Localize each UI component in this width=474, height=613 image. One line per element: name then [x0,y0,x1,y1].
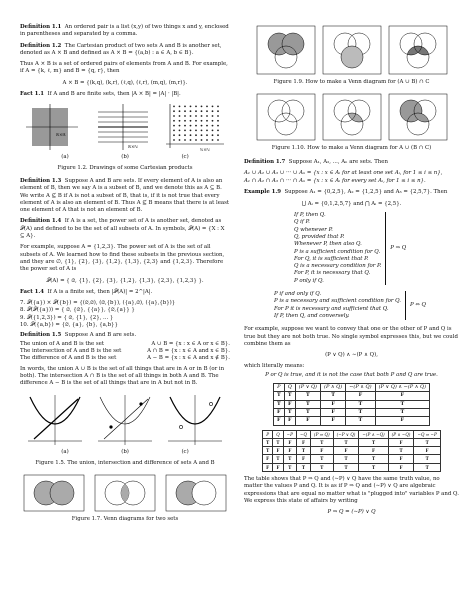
list-item: P only if Q. [294,277,324,284]
lattice-dot [184,130,186,132]
lattice-dot [206,130,208,132]
lattice-dot [184,125,186,127]
venn-intersection [95,475,155,511]
implication-phrases [294,212,386,285]
lattice-dot [206,139,208,141]
lattice-dot [195,139,197,141]
list-item: If P, then Q, and conversely. [274,312,350,319]
cartesian-products-figure [20,102,230,154]
lattice-dot [179,106,181,108]
venn-step-3 [389,26,447,74]
table-row: F T T F T T T F T [263,455,441,463]
lattice-dot [212,125,214,127]
list-item: P is a sufficient condition for Q. [294,248,381,255]
cartesian-example-equation: A × B = {(k,q), (k,r), (ℓ,q), (ℓ,r), (m,q), (m,r)}. [62,79,188,86]
paragraph-thus: Thus A × B is a set of ordered pairs of elements from A and B. For example, if A = {k, ℓ, m} and B = {q, r}, then [20,61,228,75]
paragraph-table: The table shows that P ⇒ Q and (∼P) ∨ Q have the same truth value, no matter the values P and Q. It is as if P ⇒ Q and (∼P) ∨ Q are algebraic expressions that are equal no matter what is "plugged into" variables P and Q. We express this state of affairs by writing [244,475,459,504]
lattice-dot [184,139,186,141]
lattice-dot [217,125,219,127]
lattice-dot [217,115,219,117]
table-row: F F T T T T T F T [263,463,441,471]
lattice-dot [206,135,208,137]
set-operations-figure [20,391,230,449]
lattice-dot [173,135,175,137]
lattice-dot [184,111,186,113]
lattice-dot [195,115,197,117]
lattice-dot [190,130,192,132]
list-item: P is a necessary and sufficient condition for Q. [274,298,401,305]
implication-symbol: P ⇒ Q [390,244,407,251]
implication-box [294,212,459,285]
venn-difference [166,475,226,511]
lattice-dot [206,106,208,108]
lattice-dot [184,115,186,117]
lattice-dot [195,120,197,122]
lattice-dot [206,120,208,122]
lattice-dot [212,139,214,141]
figure-1-2c [166,104,224,152]
table-row: T T T T F F [273,392,429,400]
lattice-dot [217,130,219,132]
list-item: 10. 𝒫({a,b}) = {∅, {a}, {b}, {a,b}} [20,322,118,329]
definition-1-3: Definition 1.3 Suppose A and B are sets. If every element of A is also an element of B, then we say A is a subset of B, and we denote this as A ⊆ B. We write A ⊈ B if A is not a subset of B, that is, if it is not true that every element of A is also an element of B. Thus A ⊈ B means that there is at least one element of A that is not an element of B. [20,177,230,214]
lattice-dot [201,125,203,127]
figure-1-7-caption: Figure 1.7. Venn diagrams for two sets [71,515,179,522]
lattice-dot [190,115,192,117]
lattice-dot [201,139,203,141]
fig-1-5-label-c: (c) [181,449,189,456]
lattice-dot [217,106,219,108]
venn-three-sets-figure-1-9 [247,24,457,76]
lattice-dot [201,120,203,122]
lattice-dot [212,135,214,137]
venn-step-2 [323,94,381,140]
figure-1-9-caption: Figure 1.9. How to make a Venn diagram for (A ∪ B) ∩ C [273,79,430,85]
list-item: 9. 𝒫({1,2,3}) = { ∅, {1}, {2}, ... } [20,314,114,321]
power-set-equation: 𝒫(A) = { ∅, {1}, {2}, {3}, {1,2}, {1,3}, {2,3}, {1,2,3} }. [46,277,204,284]
fig-1-5-label-a: (a) [61,449,69,456]
figure-1-2-caption: Figure 1.2. Drawings of some Cartesian products [57,164,193,171]
intersection-def: The intersection of A and B is the set A ∩ B = {x : x ∈ A and x ∈ B}. [20,347,230,354]
lattice-dot [190,125,192,127]
venn-step-1 [257,94,315,140]
lattice-dot [212,120,214,122]
power-set-example: For example, suppose A = {1,2,3}. The power set of A is the set of all subsets of A. We learned how to find these subsets in the previous section, and they are ∅, {1}, {2}, {3}, {1,2}, {1,3}, {2,3} and {1,2,3}. Therefore the power set of A is [20,244,225,273]
fig-1-2-label-b: (b) [121,154,129,161]
lattice-dot [190,111,192,113]
lattice-dot [179,130,181,132]
table-row: T T F F T T T F T [263,438,441,446]
lattice-dot [190,139,192,141]
figure-1-2-labels [35,154,215,161]
table-row: F T T F T T [273,408,429,416]
table-row: F F F F T F [273,417,429,425]
lattice-dot [201,130,203,132]
lattice-dot [184,120,186,122]
lattice-dot [212,115,214,117]
figure-1-2a [26,104,78,150]
lattice-dot [173,120,175,122]
biconditional-box [274,291,459,320]
literal-lead: which literally means: [244,363,305,370]
lattice-dot [179,120,181,122]
xor-expression: (P ∨ Q) ∧ ∼(P ∧ Q), [325,352,378,359]
svg-text:ℝ×ℝ: ℝ×ℝ [56,132,66,138]
lattice-dot [212,130,214,132]
lattice-dot [206,125,208,127]
biconditional-symbol: P ⇔ Q [409,301,426,308]
list-item: Q, provided that P. [294,233,345,240]
list-item: Q whenever P. [294,226,333,233]
venn-three-sets-figure-1-10 [247,92,457,142]
lattice-dot [217,139,219,141]
truth-table-1 [273,383,430,425]
lattice-dot [217,120,219,122]
venn-step-3 [389,94,447,140]
definition-1-2: Definition 1.2 The Cartesian product of two sets A and B is another set, denoted as A × B and defined as A × B = {(a,b) : a ∈ A, b ∈ B}. [20,42,222,56]
union-words: In words, the union A ∪ B is the set of all things that are in A or in B (or in both). The intersection A ∩ B is the set of all things in both A and B. The difference A − B is the set of all things that are in A but not in B. [20,365,225,387]
lattice-dot [179,139,181,141]
list-item: 8. 𝒫(𝒫({a})) = { ∅, {∅}, {{a}}, {∅,{a}} } [20,307,135,314]
lattice-dot [195,106,197,108]
lattice-dot [173,130,175,132]
lattice-dot [217,135,219,137]
lattice-dot [201,135,203,137]
truth-table-2 [262,430,441,472]
venn-step-1 [257,26,315,74]
lattice-dot [173,106,175,108]
lattice-dot [201,111,203,113]
definition-1-5: Definition 1.5 Suppose A and B are sets. [20,332,137,339]
big-intersection-definition: A₁ ∩ A₂ ∩ A₃ ∩ ··· ∩ Aₙ = {x : x ∈ Aᵢ for every set Aᵢ, for 1 ≤ i ≤ n}. [244,178,426,185]
left-column [20,24,230,529]
list-item: Whenever P, then also Q. [294,241,362,248]
lattice-dot [206,115,208,117]
table-header-row: P Q ∼P ∼Q (P ⇒ Q) (∼P ∨ Q) ∼(P ∧ ∼Q) (P ∧ ∼Q) ∼Q ⇒ ∼P [263,430,441,438]
figure-1-5b [98,395,152,445]
definition-1-4: Definition 1.4 If A is a set, the power set of A is another set, denoted as 𝒫(A) and defined to be the set of all subsets of A. In symbols, 𝒫(A) = {X : X ⊆ A}. [20,218,225,240]
lattice-dot [195,125,197,127]
venn-two-sets-figure [20,473,230,513]
lattice-dot [179,111,181,113]
lattice-dot [201,106,203,108]
lattice-dot [190,120,192,122]
table-header-row: P Q (P ∨ Q) (P ∧ Q) ∼(P ∧ Q) (P ∨ Q) ∧ ∼(P ∧ Q) [273,384,429,392]
definition-1-7: Definition 1.7 Suppose A₁, A₂, ..., Aₙ are sets. Then [244,158,388,165]
table-row: T F T F T T [273,400,429,408]
lattice-dot [184,106,186,108]
list-item: P if and only if Q. [274,291,322,298]
figure-1-10-caption: Figure 1.10. How to make a Venn diagram for A ∪ (B ∩ C) [271,145,432,152]
list-item: Q if P. [294,219,310,226]
table-row: T F F T F F F T F [263,447,441,455]
list-item: If P, then Q. [294,212,326,219]
right-column [244,24,459,520]
lattice-dot [179,125,181,127]
lattice-dot [212,106,214,108]
lattice-dot [173,139,175,141]
lattice-dot [190,106,192,108]
svg-text:ℕ×ℕ: ℕ×ℕ [200,147,210,153]
fig-1-2-label-a: (a) [61,154,69,161]
lattice-dot [201,115,203,117]
lattice-dot [184,135,186,137]
list-item: 7. 𝒫({a}) × 𝒫({b}) = {(∅,∅), (∅,{b}), ({a},∅), ({a},{b})} [20,300,176,307]
fig-1-2-label-c: (c) [181,154,189,161]
lattice-dot [195,111,197,113]
lattice-dot [217,111,219,113]
union-def: The union of A and B is the set A ∪ B = {x : x ∈ A or x ∈ B}. [20,340,230,347]
figure-1-5a [28,395,82,445]
svg-text:ℝ×ℕ: ℝ×ℕ [128,144,138,150]
list-item: Q is a necessary condition for P. [294,263,382,270]
fact-1-1: Fact 1.1 If A and B are finite sets, then |A × B| = |A| · |B|. [20,91,181,98]
lattice-dot [173,125,175,127]
exercise-list [20,300,230,329]
lattice-dot [173,111,175,113]
figure-1-5-labels [35,449,215,456]
lattice-dot [195,135,197,137]
figure-1-5-caption: Figure 1.5. The union, intersection and difference of sets A and B [35,459,215,466]
example-1-9: Example 1.9 Suppose A₁ = {0,2,5}, A₂ = {1,2,5} and A₃ = {2,5,7}. Then [244,189,448,196]
lattice-dot [195,130,197,132]
list-item: For P it is necessary and sufficient that Q. [274,305,389,312]
final-equivalence: P ⇒ Q = (∼P) ∨ Q [327,509,376,516]
example-1-9-result: ⋃ Aᵢ = {0,1,2,5,7} and ⋂ Aᵢ = {2,5}. [301,200,402,207]
venn-step-2 [323,26,381,74]
biconditional-phrases [274,291,406,320]
lattice-dot [179,135,181,137]
list-item: For P, it is necessary that Q. [294,270,371,277]
lattice-dot [173,115,175,117]
venn-union [24,475,84,511]
big-union-definition: A₁ ∪ A₂ ∪ A₃ ∪ ··· ∪ Aₙ = {x : x ∈ Aᵢ for at least one set Aᵢ, for 1 ≤ i ≤ n}, [244,169,443,176]
definition-1-1: Definition 1.1 An ordered pair is a list (x,y) of two things x and y, enclosed in parentheses and separated by a comma. [20,24,229,38]
fig-1-5-label-b: (b) [121,449,129,456]
difference-def: The difference of A and B is the set A − B = {x : x ∈ A and x ∉ B}. [20,355,230,362]
figure-1-2b [98,104,148,150]
list-item: For Q, it is sufficient that P. [294,255,369,262]
figure-1-5c [168,395,222,445]
literal-meaning: P or Q is true, and it is not the case that both P and Q are true. [265,371,438,378]
lattice-dot [212,111,214,113]
lattice-dot [206,111,208,113]
fact-1-4: Fact 1.4 If A is a finite set, then |𝒫(A)| = 2^|A|. [20,288,153,295]
paragraph-convey: For example, suppose we want to convey that one or the other of P and Q is true but they are not both true. No single symbol expresses this, but we could combine them as [244,326,458,347]
lattice-dot [190,135,192,137]
lattice-dot [179,115,181,117]
